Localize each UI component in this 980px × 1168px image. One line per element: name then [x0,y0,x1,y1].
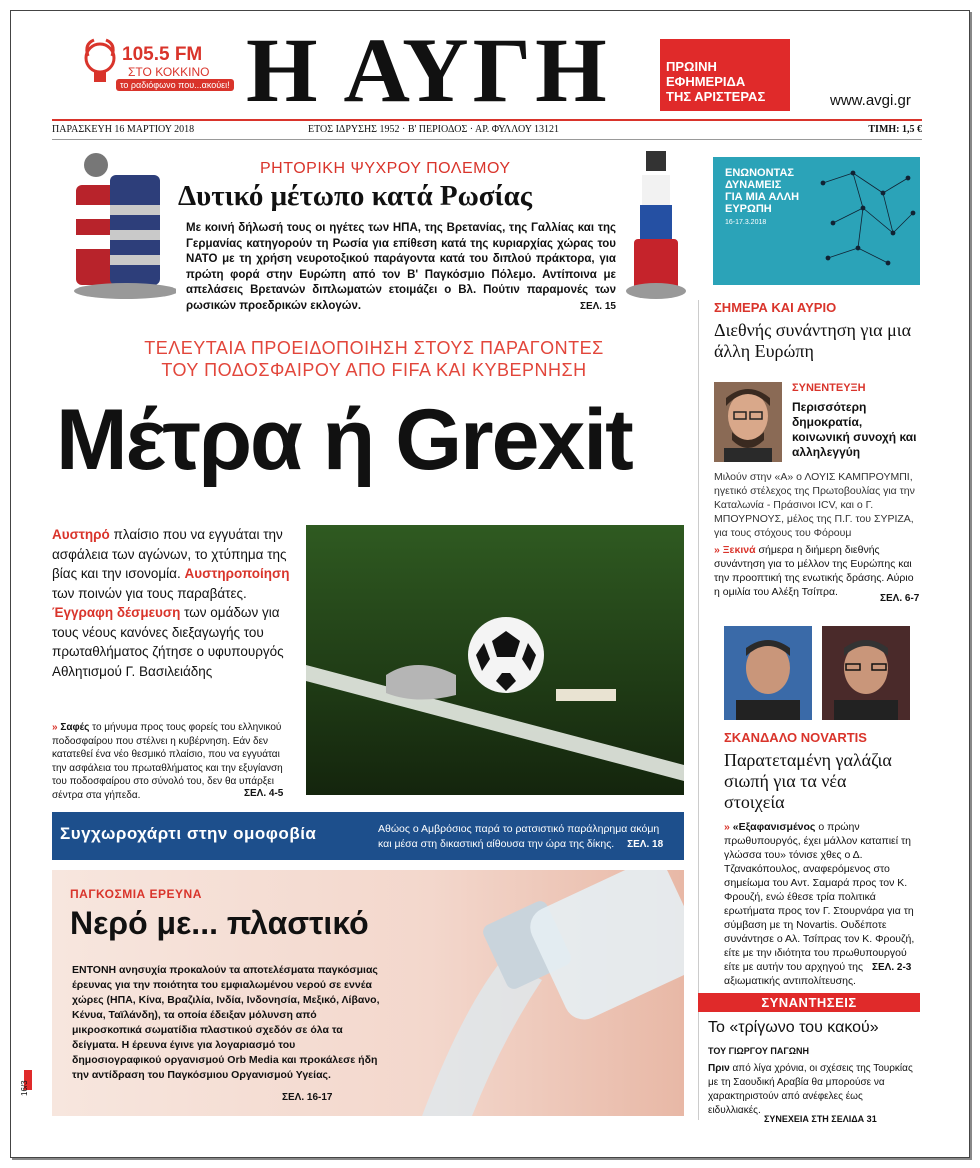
main-kicker-line: ΤΕΛΕΥΤΑΙΑ ΠΡΟΕΙΔΟΠΟΙΗΣΗ ΣΤΟΥΣ ΠΑΡΑΓΟΝΤΕΣ [144,338,604,358]
side1-headline: Διεθνής συνάντηση για μια άλλη Ευρώπη [714,320,912,361]
issue-number: ΕΤΟΣ ΙΔΡΥΣΗΣ 1952 · Β' ΠΕΡΙΟΔΟΣ · ΑΡ. ΦΥΛΛΟΥ 13121 [308,124,560,135]
main-keyword: Έγγραφη δέσμευση [52,605,181,620]
meetings-text: από λίγα χρόνια, οι σχέσεις της Τουρκίας με τη Σαουδική Αραβία θα μπορούσε να χαρακτηριστούν από ανέφελες έως ειδυλλιακές. [708,1063,913,1116]
band-headline: Συγχωροχάρτι στην ομοφοβία [60,824,317,843]
tagline-line: ΠΡΩΙΝΗ [666,59,717,74]
price: ΤΙΜΗ: 1,5 € [868,124,922,135]
interview-arrow-icon: » [714,544,720,556]
masthead-title: Η ΑΥΓΗ [246,19,611,121]
edge-date: 16/3 [20,1080,29,1096]
politician-photo-1 [724,626,812,720]
interview-lead: Ξεκινά [722,544,756,556]
meetings-bar: ΣΥΝΑΝΤΗΣΕΙΣ [698,993,920,1012]
band-text [378,822,674,852]
main-kicker-line: ΤΟΥ ΠΟΔΟΣΦΑΙΡΟΥ ΑΠΟ FIFA ΚΑΙ ΚΥΒΕΡΝΗΣΗ [161,360,587,380]
story1-kicker: ΡΗΤΟΡΙΚΗ ΨΥΧΡΟΥ ΠΟΛΕΜΟΥ [260,160,511,177]
water-bottle-illustration [392,870,684,1116]
interview-page-ref: ΣΕΛ. 6-7 [880,593,920,604]
plastic-body: ΕΝΤΟΝΗ ανησυχία προκαλούν τα αποτελέσματα παγκόσμιας έρευνας για την ποιότητα του εμφιαλωμένου νερού σε εννέα χώρες (ΗΠΑ, Κίνα, Βραζιλία, Ινδία, Ινδονησία, Μεξικό, Λίβανο, Κένυα, Ταϊλάνδη), τα οποία έδειξαν μόλυνση από μικροσκοπικά σωματίδια πλαστικού σχεδόν σε όλα τα δείγματα. Η έρευνα έγινε για λογαριασμό του δημοσιογραφικού οργανισμού Orb Media και προκάλεσε ήδη την αντίδραση του Παγκόσμιου Οργανισμού Υγείας. [72,964,380,1081]
novartis-label: ΣΚΑΝΔΑΛΟ NOVARTIS [724,730,867,745]
ad-title-line: ΓΙΑ ΜΙΑ ΑΛΛΗ [725,191,800,203]
politician-photo-2 [822,626,910,720]
tagline-line: ΤΗΣ ΑΡΙΣΤΕΡΑΣ [666,89,766,104]
novartis-arrow-icon: » [724,821,730,833]
plastic-headline: Νερό με... πλαστικό [70,905,369,941]
date-bar [52,119,922,140]
interview-label: ΣΥΝΕΝΤΕΥΞΗ [792,382,866,394]
plastic-label: ΠΑΓΚΟΣΜΙΑ ΕΡΕΥΝΑ [70,887,202,901]
main-arrow-icon: » [52,722,58,733]
main-text: των ποινών για τους παραβάτες. [52,585,247,601]
main-headline: Μέτρα ή Grexit [56,392,632,488]
side1-label: ΣΗΜΕΡΑ ΚΑΙ ΑΥΡΙΟ [714,300,837,315]
football-illustration [306,525,684,795]
ad-title-line: ΔΥΝΑΜΕΙΣ [725,179,782,191]
main-text: πλαίσιο που να εγγυάται την ασφάλεια των αγώνων, το χτύπημα της βίας και την ισονομία. [52,527,287,581]
ad-title [725,167,799,215]
meetings-body [708,1062,918,1118]
story1-body [186,221,616,314]
main-body-lead: Σαφές [60,722,90,733]
band-page-ref: ΣΕΛ. 18 [627,839,664,850]
radio-tagline: το ραδιόφωνο που...ακούει! [116,79,234,91]
tagline-line: ΕΦΗΜΕΡΙΔΑ [666,74,746,89]
interview-body2 [714,543,920,599]
meetings-continuation: ΣΥΝΕΧΕΙΑ ΣΤΗ ΣΕΛΙΔΑ 31 [764,1114,877,1124]
main-lead [52,525,292,681]
novartis-page-ref: ΣΕΛ. 2-3 [872,962,912,973]
main-kicker [104,337,644,381]
main-keyword: Αυστηροποίηση [184,566,290,581]
meetings-byline: ΤΟΥ ΓΙΩΡΓΟΥ ΠΑΓΩΝΗ [708,1046,810,1056]
interviewee-photo [714,382,782,462]
ad-dates: 16-17.3.2018 [725,219,767,226]
radio-frequency: 105.5 FM [122,44,203,65]
interview-body: Μιλούν στην «Α» ο ΛΟΥΙΣ ΚΑΜΠΡΟΥΜΠΙ, ηγετικό στέλεχος της Πρωτοβουλίας για την Καταλωνία - Πράσινοι ICV, και ο Γ. ΜΠΟΥΡΝΟΥΣ, μέλος της Π.Γ. του ΣΥΡΙΖΑ, για τους στόχους του Φόρουμ [714,471,915,539]
main-keyword: Αυστηρό [52,527,110,542]
main-body-text: το μήνυμα προς τους φορείς του ελληνικού ποδοσφαίρου που στέλνει η κυβέρνηση. Εάν δεν κατατεθεί ένα νέο θεσμικό πλαίσιο, που να εγγυάται την ασφάλεια του πρωταθλήματος και την εξυγίανση του ποδοσφαίρου στο σύνολό του, δεν θα υπάρξει σέντρα στα γήπεδα. [52,722,283,801]
novartis-headline: Παρατεταμένη γαλάζια σιωπή για τα νέα στοιχεία [724,750,892,812]
forum-ad [713,157,920,285]
russian-chess-piece-illustration [624,145,688,305]
interview-headline: Περισσότερη δημοκρατία, κοινωνική συνοχή και αλληλεγγύη [792,400,917,459]
novartis-lead: «Εξαφανισμένος [732,821,816,833]
meetings-lead: Πριν [708,1063,730,1074]
network-graphic [813,163,917,279]
meetings-title: Το «τρίγωνο του κακού» [708,1019,879,1036]
radio-station: ΣΤΟ ΚΟΚΚΙΝΟ [128,65,210,79]
football-photo [306,525,684,795]
band-body: Αθώος ο Αμβρόσιος παρά το ρατσιστικό παράληρημα ακόμη και μέσα στη δικαστική αίθουσα την ώρα της δίκης. [378,823,660,850]
chess-pieces-illustration [66,145,176,305]
plastic-page-ref: ΣΕΛ. 16-17 [282,1092,333,1103]
ad-title-line: ΕΥΡΩΠΗ [725,203,772,215]
website-url: www.avgi.gr [830,92,911,109]
story1-headline: Δυτικό μέτωπο κατά Ρωσίας [178,180,532,212]
main-page-ref: ΣΕΛ. 4-5 [244,788,284,799]
story1-text: Με κοινή δήλωσή τους οι ηγέτες των ΗΠΑ, της Βρετανίας, της Γαλλίας και της Γερμανίας κατηγορούν τη Ρωσία για επίθεση κατά της κυριαρχίας χώρας του ΝΑΤΟ με τη χρήση νευροτοξικού παράγοντα κατά του διπλού πράκτορα, για πρώτη φορά στην Ευρώπη από τον Β' Παγκόσμιο Πόλεμο. Αντίποινα με απελάσεις Βρετανών διπλωματών ετοιμάζει ο Βλ. Πούτιν παραμονές των ρωσικών προεδρικών εκλογών. [186,222,616,312]
issue-date: ΠΑΡΑΣΚΕΥΗ 16 ΜΑΡΤΙΟΥ 2018 [52,124,195,135]
interview-text: σήμερα η διήμερη διεθνής συνάντηση για το μέλλον της Ευρώπης και την προοπτική της ενωτικής δράσης. Αύριο η ομιλία του Αλέξη Τσίπρα. [714,544,914,598]
novartis-text: ο πρώην πρωθυπουργός, έχει μάλλον καταπιεί τη γλώσσα του» τόνισε χθες ο Δ. Τζανακόπουλος, αναφερόμενος στο σημείωμα του Αντ. Σαμαρά προς τον Κ. Φρουζή, ενώ έθεσε τρία πολιτικά ερωτήματα προς τον Γ. Στουρνάρα για τη σύμβαση με τη Novartis. Ουδέποτε συνάντησε ο Αλ. Τσίπρας τον Κ. Φρουζή, είτε με την ιδιότητα του πρωθυπουργού είτε με αυτήν του αρχηγού της αξιωματικής αντιπολίτευσης. [724,821,915,987]
masthead-tagline [660,39,790,111]
ad-title-line: ΕΝΩΝΟΝΤΑΣ [725,167,794,179]
main-text: των ομάδων για τους νέους κανόνες διεξαγωγής του πρωταθλήματος ζήτησε ο υφυπουργός Αθλητισμού Γ. Βασιλειάδης [52,605,284,679]
story1-page-ref: ΣΕΛ. 15 [579,300,616,312]
